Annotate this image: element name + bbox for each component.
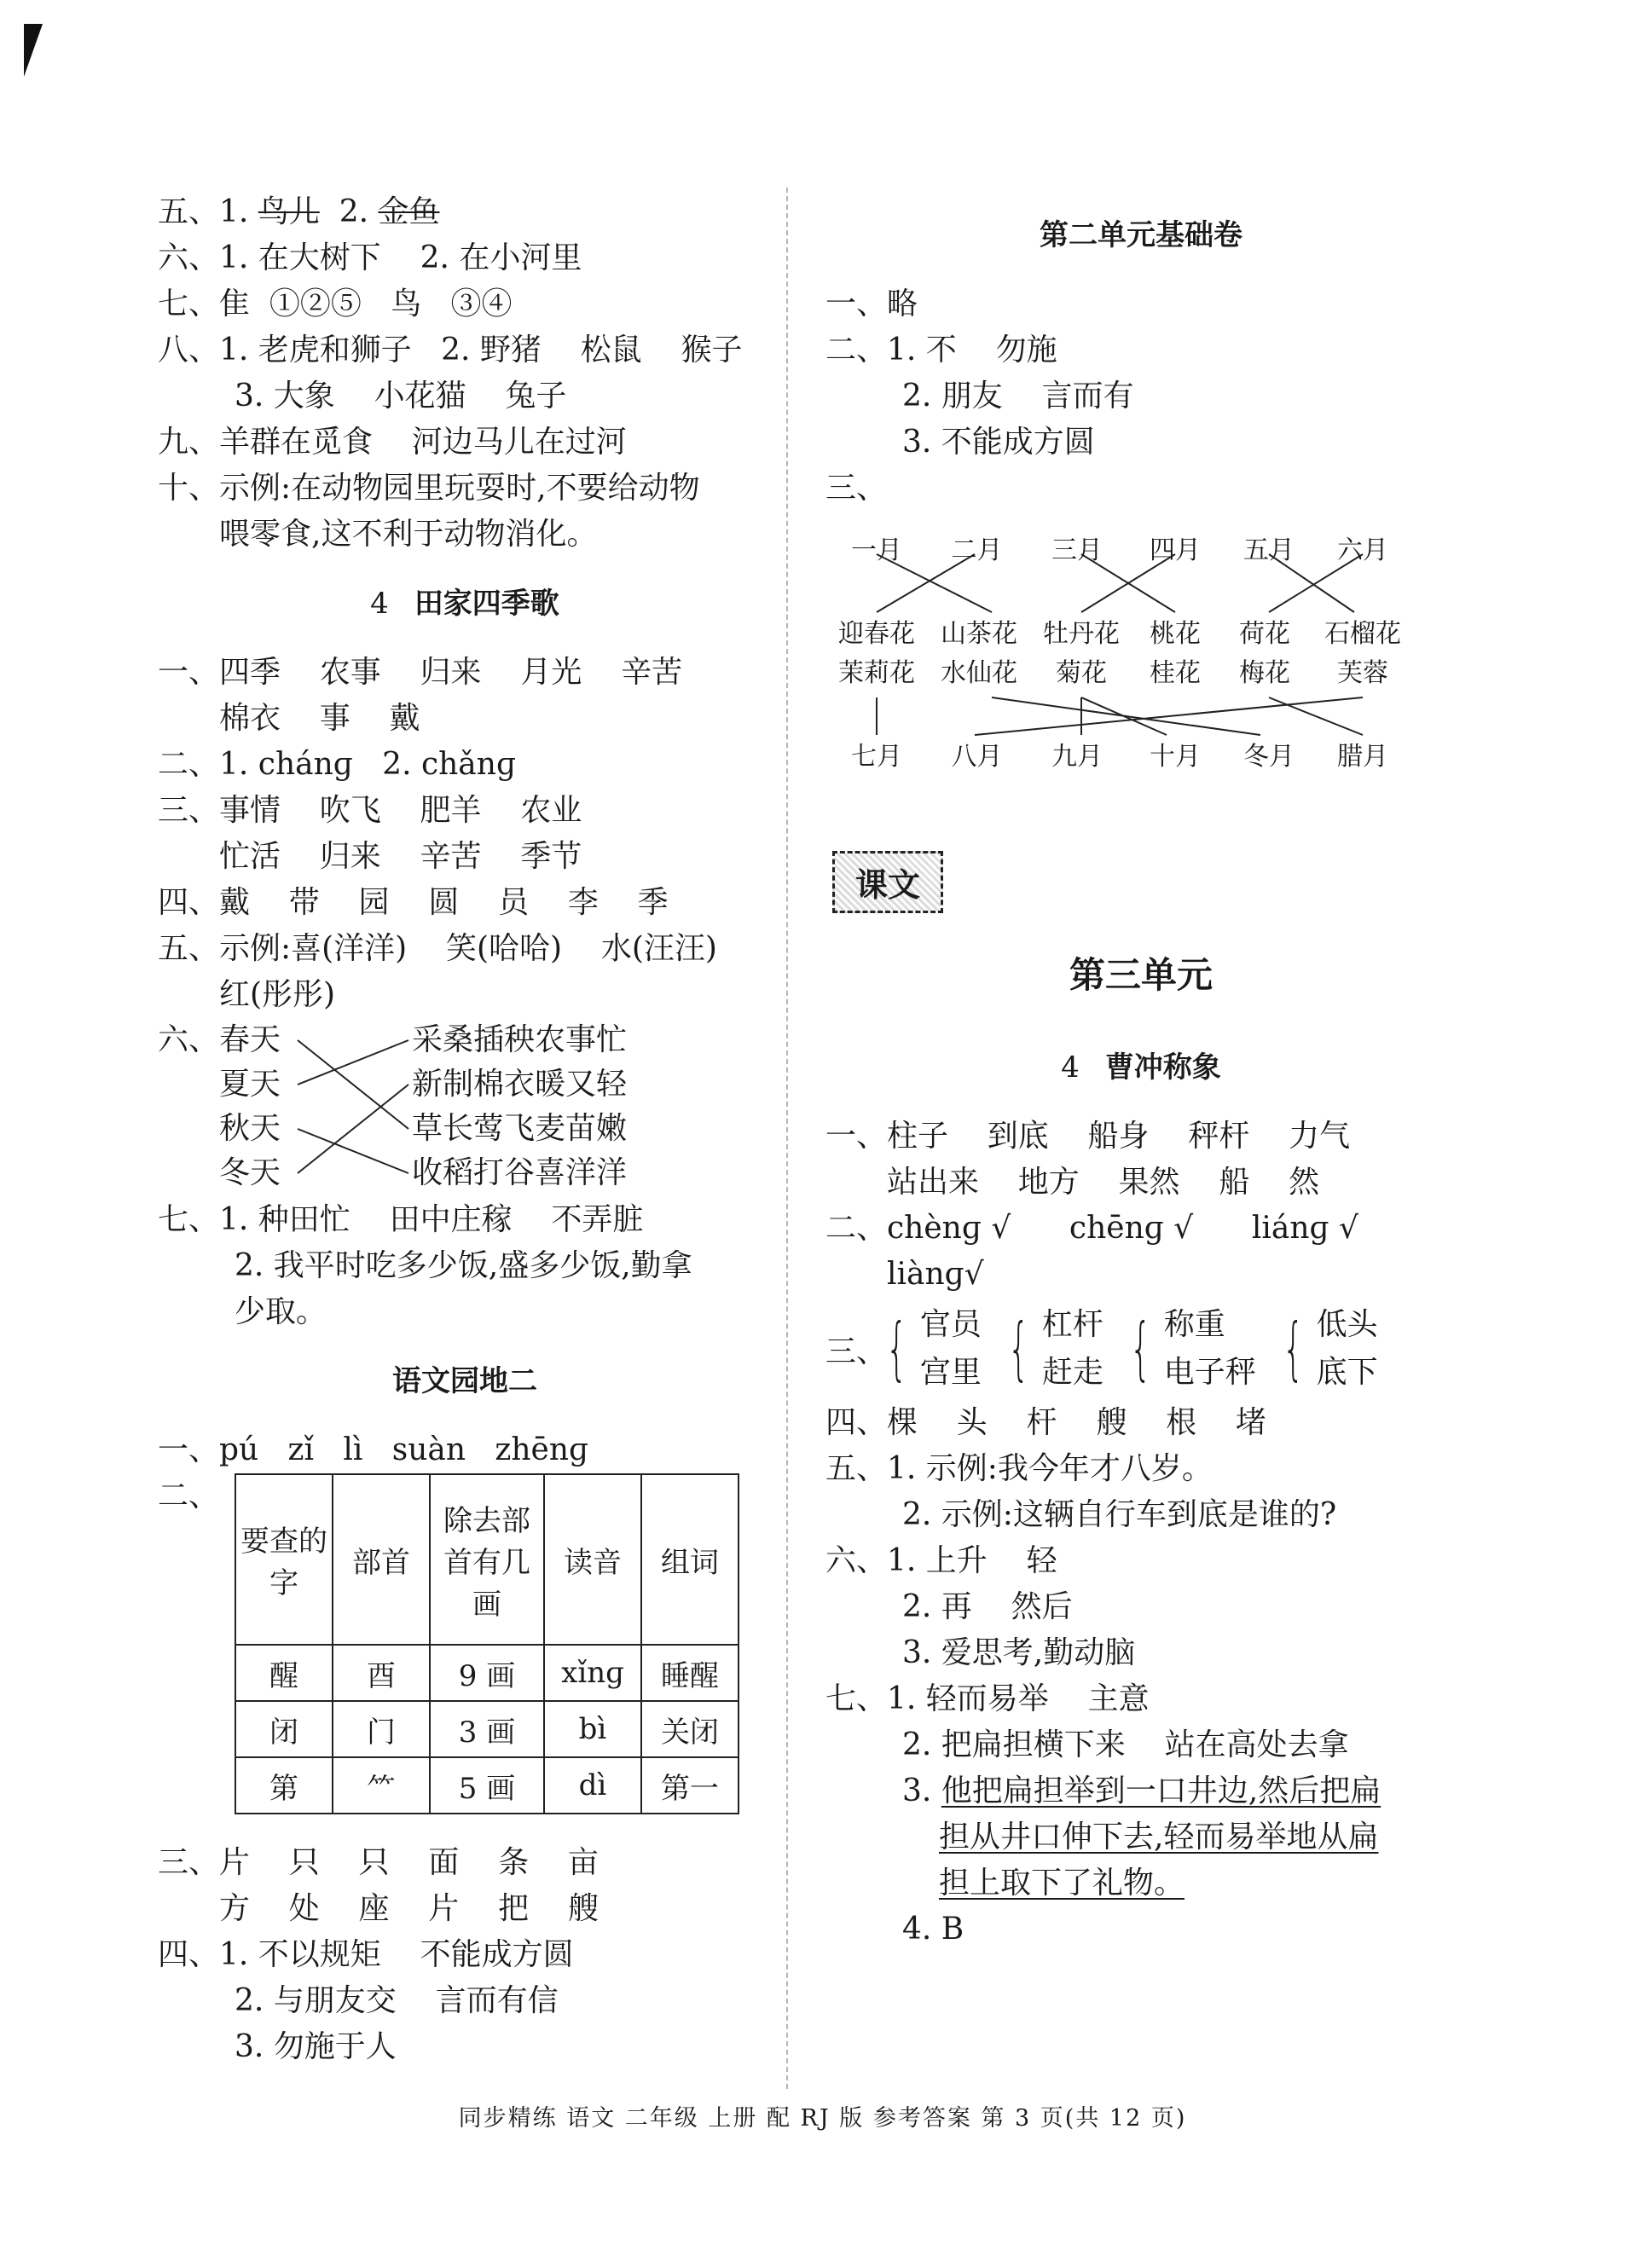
kewen-block <box>825 836 1457 929</box>
answer-line: 一、四季 农事 归来 月光 辛苦 <box>158 655 683 690</box>
answer-line: 3. 不能成方圆 <box>902 425 1095 460</box>
garden-title: 语文园地二 <box>392 1364 537 1398</box>
season-list <box>219 1018 281 1195</box>
answer-line: 六、1. 在大树下 2. 在小河里 <box>158 240 582 275</box>
corner-mark <box>24 24 43 77</box>
season-item: 夏天 <box>219 1067 281 1102</box>
month-flower-matching <box>825 512 1457 836</box>
answer-line: 六、1. 上升 轻 <box>825 1543 1057 1578</box>
answer-line: 3. 爱思考,勤动脑 <box>902 1635 1136 1670</box>
answer-line: 三、 <box>825 471 888 506</box>
word-group: { 杠杆 赶走 <box>1007 1307 1103 1390</box>
month-row-top <box>825 529 1457 566</box>
flower-label: 桃花 <box>1150 619 1201 649</box>
answer-line: 3. 勿施于人 <box>235 2029 397 2064</box>
match-lines <box>294 1018 414 1197</box>
char-table <box>235 1473 739 1814</box>
answer-line: 四、1. 不以规矩 不能成方圆 <box>158 1937 574 1972</box>
answer-line: 2. 朋友 言而有 <box>902 379 1134 414</box>
table-row: 闭 门 3 画 bì 关闭 <box>235 1701 739 1757</box>
poem-item: 草长莺飞麦苗嫩 <box>412 1111 628 1146</box>
table-header: 除去部首有几画 <box>430 1474 544 1645</box>
flower-label: 山茶花 <box>941 619 1017 649</box>
flower-label: 荷花 <box>1239 619 1290 649</box>
answer-line: 五、1. 鸟儿 2. 金鱼 <box>158 194 440 229</box>
word-group: { 官员 宫里 <box>885 1307 982 1390</box>
table-header: 组词 <box>641 1474 739 1645</box>
underlined-answer: 他把扁担举到一口井边,然后把扁 <box>941 1773 1381 1808</box>
answer-line: 七、1. 种田忙 田中庄稼 不弄脏 <box>158 1202 644 1237</box>
answer-word: 鸟儿 <box>258 194 320 229</box>
answer-line: 棉衣 事 戴 <box>219 701 420 736</box>
answer-line: 2. 把扁担横下来 站在高处去拿 <box>902 1727 1349 1762</box>
answer-word: 金鱼 <box>378 194 440 229</box>
word-group: { 称重 电子秤 <box>1129 1307 1256 1390</box>
answer-line: 七、隹 ①②⑤ 鸟 ③④ <box>158 286 513 321</box>
underlined-answer: 担从井口伸下去,轻而易举地从扁 <box>939 1820 1379 1854</box>
answer-line: 2. 再 然后 <box>902 1589 1073 1624</box>
month-label: 二月 <box>951 535 1003 565</box>
lesson-title: 4 田家四季歌 <box>370 587 559 621</box>
answer-line: 八、1. 老虎和狮子 2. 野猪 松鼠 猴子 <box>158 333 743 367</box>
char-table-block: 二、 要查的字 部首 除去部首有几画 读音 组词 醒 酉 9 画 xǐnɡ 睡醒 闭 门 3 画 bì 关闭 第 ⺮ 5 画 dì 第一 <box>158 1473 772 1840</box>
poem-list <box>412 1018 627 1195</box>
answer-line: 三、事情 吹飞 肥羊 农业 <box>158 793 582 828</box>
answer-line: 2. 我平时吃多少饭,盛多少饭,勤拿 <box>235 1248 692 1283</box>
answer-line: 4. B <box>902 1912 964 1947</box>
flower-label: 梅花 <box>1239 658 1290 688</box>
poem-item: 新制棉衣暖又轻 <box>412 1067 628 1102</box>
table-header: 读音 <box>544 1474 641 1645</box>
unit-test-title: 第二单元基础卷 <box>1040 218 1242 252</box>
answer-line: 红(彤彤) <box>219 977 336 1012</box>
answer-line: 喂零食,这不利于动物消化。 <box>219 517 598 552</box>
lesson-title: 4 曹冲称象 <box>1061 1050 1221 1085</box>
flower-row-b <box>825 651 1457 689</box>
flower-row-a <box>825 612 1457 650</box>
month-label: 八月 <box>951 742 1003 772</box>
flower-label: 芙蓉 <box>1337 658 1388 688</box>
month-label: 三月 <box>1051 535 1103 565</box>
table-header: 部首 <box>333 1474 430 1645</box>
answer-line: 站出来 地方 果然 船 然 <box>887 1165 1320 1200</box>
answer-line: 忙活 归来 辛苦 季节 <box>219 839 582 874</box>
season-item: 秋天 <box>219 1111 281 1146</box>
answer-line: 二、1. 不 勿施 <box>825 333 1057 367</box>
month-label: 冬月 <box>1243 742 1295 772</box>
season-item: 冬天 <box>219 1155 281 1190</box>
month-label: 四月 <box>1150 535 1201 565</box>
flower-label: 茉莉花 <box>838 658 915 688</box>
page-footer: 同步精练 语文 二年级 上册 配 RJ 版 参考答案 第 3 页(共 12 页) <box>458 2105 1187 2132</box>
month-label: 一月 <box>851 535 902 565</box>
month-label: 五月 <box>1243 535 1295 565</box>
answer-line: 二、1. chánɡ 2. chǎnɡ <box>158 747 516 782</box>
month-label: 七月 <box>851 742 902 772</box>
kewen-badge: 课文 <box>832 851 943 913</box>
flower-label: 迎春花 <box>838 619 915 649</box>
answer-line: 少取。 <box>235 1294 327 1329</box>
poem-item: 收稻打谷喜洋洋 <box>412 1155 628 1190</box>
answer-line <box>825 1814 1457 1860</box>
answer-line: 一、pú zǐ lì suàn zhēnɡ <box>158 1432 589 1467</box>
answer-line: liànɡ√ <box>887 1257 984 1292</box>
month-label: 腊月 <box>1337 742 1388 772</box>
answer-line: 四、棵 头 杆 艘 根 堵 <box>825 1405 1266 1440</box>
column-divider <box>786 188 788 2089</box>
answer-line: 一、柱子 到底 船身 秤杆 力气 <box>825 1119 1351 1154</box>
answer-line: 四、戴 带 园 圆 员 李 季 <box>158 885 669 920</box>
answer-line: 2. 示例:这辆自行车到底是谁的? <box>902 1497 1337 1532</box>
answer-line: 2. 与朋友交 言而有信 <box>235 1983 559 2018</box>
right-column <box>825 189 1457 1953</box>
table-row: 醒 酉 9 画 xǐnɡ 睡醒 <box>235 1645 739 1701</box>
month-row-bottom <box>825 735 1457 772</box>
answer-line: 五、1. 示例:我今年才八岁。 <box>825 1451 1213 1486</box>
answer-line <box>825 1860 1457 1906</box>
answer-line: 3. 大象 小花猫 兔子 <box>235 379 567 414</box>
answer-line: 三、片 只 只 面 条 亩 <box>158 1845 599 1880</box>
season-item: 春天 <box>219 1022 281 1057</box>
month-label: 十月 <box>1150 742 1201 772</box>
answer-line: 3. 他把扁担举到一口井边,然后把扁 <box>902 1773 1381 1808</box>
flower-label: 桂花 <box>1150 658 1201 688</box>
answer-line: 方 处 座 片 把 艘 <box>219 1891 599 1926</box>
brace-answer-row: 三、 { 官员 宫里 { 杠杆 赶走 { 称重 电子秤 { 低头 底下 <box>825 1298 1457 1400</box>
season-matching: 六、 春天 夏天 秋天 冬天 采桑插秧农事忙 新制棉衣暖又轻 草长莺飞麦苗嫩 收稻打谷喜洋洋 <box>158 1018 772 1197</box>
answer-line: 七、1. 轻而易举 主意 <box>825 1681 1150 1716</box>
table-header: 要查的字 <box>235 1474 333 1645</box>
flower-label: 水仙花 <box>941 658 1017 688</box>
answer-line: 十、示例:在动物园里玩耍时,不要给动物 <box>158 471 700 506</box>
table-row: 第 ⺮ 5 画 dì 第一 <box>235 1757 739 1814</box>
flower-label: 牡丹花 <box>1043 619 1120 649</box>
answer-line: 一、略 <box>825 286 918 321</box>
flower-label: 石榴花 <box>1324 619 1401 649</box>
month-label: 六月 <box>1337 535 1388 565</box>
left-column <box>158 189 772 2070</box>
word-group: { 低头 底下 <box>1282 1307 1378 1390</box>
answer-line: 五、示例:喜(洋洋) 笑(哈哈) 水(汪汪) <box>158 931 717 966</box>
flower-label: 菊花 <box>1056 658 1107 688</box>
month-label: 九月 <box>1051 742 1103 772</box>
answer-line: 九、羊群在觅食 河边马儿在过河 <box>158 425 627 460</box>
answer-line: 二、chènɡ √ chēnɡ √ liánɡ √ <box>825 1211 1358 1246</box>
poem-item: 采桑插秧农事忙 <box>412 1022 628 1057</box>
underlined-answer: 担上取下了礼物。 <box>939 1866 1185 1901</box>
unit-title: 第三单元 <box>1069 954 1213 996</box>
